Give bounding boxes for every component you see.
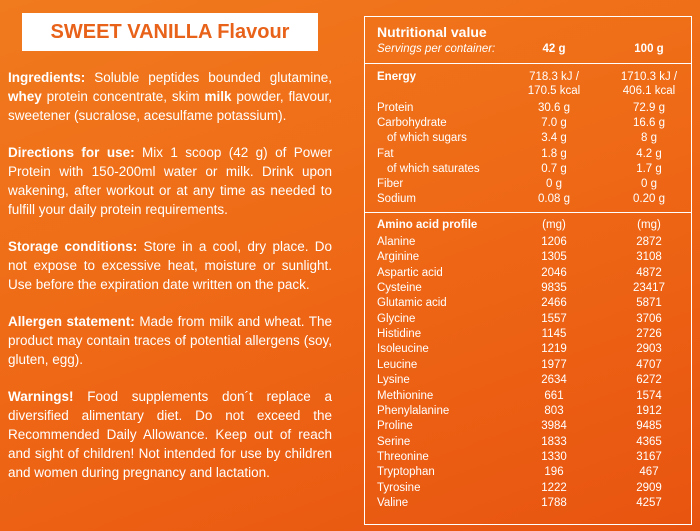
row-value-100g: 3706 bbox=[636, 312, 662, 325]
row-value-serving: 1305 bbox=[541, 251, 567, 264]
row-value-100g: 2903 bbox=[636, 343, 662, 356]
row-label: Proline bbox=[377, 420, 413, 433]
ingredients-text-2: protein concentrate, skim bbox=[41, 89, 205, 104]
row-value-serving: 0.7 g bbox=[541, 162, 567, 175]
row-label: Lysine bbox=[377, 374, 410, 387]
table-row bbox=[365, 419, 691, 434]
row-value-100g: 4257 bbox=[636, 496, 662, 509]
table-row bbox=[365, 177, 691, 192]
row-value-serving: 1833 bbox=[541, 435, 567, 448]
table-row bbox=[365, 266, 691, 281]
row-value-100g: 2872 bbox=[636, 236, 662, 248]
row-label: Fiber bbox=[377, 178, 404, 190]
table-row bbox=[365, 496, 691, 511]
table-row bbox=[365, 162, 691, 177]
row-label: Methionine bbox=[377, 389, 434, 402]
warnings-text: Food supplements don´t replace a diversified alimentary diet. Do not exceed the Recommended Daily Allowance. Keep out of reach and sight of children! Not intended for use by children and women during pregnancy and lactation. bbox=[8, 389, 332, 480]
table-row bbox=[365, 450, 691, 465]
column-header-serving: 42 g bbox=[542, 43, 566, 55]
row-value-serving: 3984 bbox=[541, 420, 567, 433]
table-row bbox=[365, 296, 691, 311]
ingredients-bold-whey: whey bbox=[8, 89, 42, 104]
row-value-serving: 1219 bbox=[541, 343, 567, 356]
row-value-serving: 30.6 g bbox=[538, 102, 570, 114]
servings-label: Servings per container: bbox=[377, 43, 496, 55]
product-description bbox=[8, 68, 332, 500]
row-label: of which saturates bbox=[387, 162, 480, 175]
row-label: Valine bbox=[377, 496, 409, 509]
table-row bbox=[365, 147, 691, 162]
row-label: Histidine bbox=[377, 328, 422, 341]
row-label: Arginine bbox=[377, 251, 420, 264]
energy-kj-serving: 718.3 kJ / bbox=[529, 71, 579, 83]
nutrition-title: Nutritional value bbox=[377, 24, 487, 40]
divider bbox=[365, 63, 691, 64]
row-value-100g: 5871 bbox=[636, 297, 662, 310]
row-value-100g: 2726 bbox=[636, 328, 662, 341]
storage-section bbox=[8, 237, 332, 294]
row-value-100g: 467 bbox=[639, 466, 659, 479]
amino-unit-100g: (mg) bbox=[637, 219, 661, 231]
table-row bbox=[365, 192, 691, 207]
allergen-text: Made from milk and wheat. The product may contain traces of potential allergens (soy, gluten, egg). bbox=[8, 314, 332, 367]
row-value-100g: 6272 bbox=[636, 374, 662, 387]
row-value-serving: 1330 bbox=[541, 450, 567, 463]
row-value-serving: 2634 bbox=[541, 374, 567, 387]
row-value-100g: 3108 bbox=[636, 251, 662, 264]
row-label: Carbohydrate bbox=[377, 117, 447, 130]
nutrition-table bbox=[364, 16, 692, 525]
table-row bbox=[365, 250, 691, 265]
row-label: Fat bbox=[377, 147, 394, 160]
ingredients-text-1: Soluble peptides bounded glutamine, bbox=[85, 70, 332, 85]
energy-kcal-100g: 406.1 kcal bbox=[622, 85, 676, 97]
row-value-100g: 2909 bbox=[636, 481, 662, 494]
row-value-100g: 16.6 g bbox=[633, 117, 665, 130]
row-label: Glycine bbox=[377, 312, 416, 325]
row-value-100g: 9485 bbox=[636, 420, 662, 433]
row-label: Sodium bbox=[377, 193, 416, 206]
table-row bbox=[365, 481, 691, 496]
energy-kcal-row bbox=[365, 84, 691, 99]
row-value-serving: 7.0 g bbox=[541, 117, 567, 130]
row-value-100g: 0.20 g bbox=[633, 193, 665, 206]
ingredients-bold-milk: milk bbox=[204, 89, 232, 104]
row-label: Protein bbox=[377, 102, 414, 114]
row-value-serving: 196 bbox=[544, 466, 564, 479]
allergen-section bbox=[8, 312, 332, 369]
row-value-100g: 0 g bbox=[641, 178, 657, 190]
row-value-serving: 1977 bbox=[541, 358, 567, 371]
table-row bbox=[365, 373, 691, 388]
row-value-100g: 23417 bbox=[633, 282, 665, 295]
row-value-serving: 2046 bbox=[541, 266, 567, 279]
row-value-serving: 803 bbox=[544, 404, 564, 417]
table-row bbox=[365, 101, 691, 116]
amino-profile-label: Amino acid profile bbox=[377, 219, 478, 231]
directions-section bbox=[8, 143, 332, 219]
table-row bbox=[365, 281, 691, 296]
directions-text: Mix 1 scoop (42 g) of Power Protein with 150-200ml water or milk. Drink upon wakening, after workout or at any time as needed to fulfill your daily protein requirements. bbox=[8, 145, 332, 217]
row-value-100g: 72.9 g bbox=[633, 102, 665, 114]
row-value-serving: 1206 bbox=[541, 236, 567, 248]
row-value-100g: 1.7 g bbox=[636, 162, 662, 175]
storage-text: Store in a cool, dry place. Do not expose to excessive heat, moisture or sunlight. Use before the expiration date written on the pack. bbox=[8, 239, 332, 292]
table-row bbox=[365, 404, 691, 419]
row-value-serving: 1145 bbox=[541, 328, 567, 341]
storage-label: Storage conditions: bbox=[8, 239, 138, 254]
amino-header-row bbox=[365, 218, 691, 233]
row-label: Aspartic acid bbox=[377, 266, 443, 279]
row-value-serving: 1222 bbox=[541, 481, 567, 494]
column-header-100g: 100 g bbox=[634, 43, 664, 55]
row-label: Cysteine bbox=[377, 282, 422, 295]
row-label: Isoleucine bbox=[377, 343, 429, 356]
row-label: Leucine bbox=[377, 358, 418, 371]
row-value-serving: 661 bbox=[544, 389, 564, 402]
row-value-serving: 1788 bbox=[541, 496, 567, 509]
ingredients-section bbox=[8, 68, 332, 125]
allergen-label: Allergen statement: bbox=[8, 314, 135, 329]
table-row bbox=[365, 358, 691, 373]
table-row bbox=[365, 465, 691, 480]
row-value-100g: 4707 bbox=[636, 358, 662, 371]
row-label: Threonine bbox=[377, 450, 429, 463]
table-row bbox=[365, 116, 691, 131]
row-value-100g: 1912 bbox=[636, 404, 662, 417]
row-value-100g: 8 g bbox=[641, 132, 657, 145]
row-value-serving: 3.4 g bbox=[541, 132, 567, 145]
row-value-serving: 9835 bbox=[541, 282, 567, 295]
row-label: Phenylalanine bbox=[377, 404, 450, 417]
row-value-100g: 4.2 g bbox=[636, 147, 662, 160]
table-row bbox=[365, 342, 691, 357]
energy-row bbox=[365, 70, 691, 85]
directions-label: Directions for use: bbox=[8, 145, 135, 160]
product-title: SWEET VANILLA Flavour bbox=[22, 13, 318, 51]
servings-row bbox=[365, 42, 691, 57]
table-row bbox=[365, 327, 691, 342]
amino-unit-serving: (mg) bbox=[542, 219, 566, 231]
row-value-serving: 1.8 g bbox=[541, 147, 567, 160]
table-row bbox=[365, 435, 691, 450]
row-value-serving: 0.08 g bbox=[538, 193, 570, 206]
row-label: of which sugars bbox=[387, 132, 467, 145]
row-value-100g: 4872 bbox=[636, 266, 662, 279]
row-label: Glutamic acid bbox=[377, 297, 447, 310]
ingredients-label: Ingredients: bbox=[8, 70, 86, 85]
warnings-section bbox=[8, 387, 332, 482]
row-value-100g: 3167 bbox=[636, 450, 662, 463]
warnings-label: Warnings! bbox=[8, 389, 74, 404]
row-value-serving: 1557 bbox=[541, 312, 567, 325]
row-value-100g: 4365 bbox=[636, 435, 662, 448]
table-row bbox=[365, 389, 691, 404]
row-label: Serine bbox=[377, 435, 411, 448]
row-label: Tryptophan bbox=[377, 466, 435, 479]
row-value-100g: 1574 bbox=[636, 389, 662, 402]
energy-label: Energy bbox=[377, 71, 416, 83]
row-value-serving: 2466 bbox=[541, 297, 567, 310]
row-value-serving: 0 g bbox=[546, 178, 562, 190]
energy-kcal-serving: 170.5 kcal bbox=[527, 85, 581, 97]
row-label: Tyrosine bbox=[377, 481, 421, 494]
ingredients-text-3: powder, flavour, sweetener (sucralose, acesulfame potassium). bbox=[8, 89, 333, 123]
divider bbox=[365, 212, 691, 213]
energy-kj-100g: 1710.3 kJ / bbox=[620, 71, 678, 83]
row-label: Alanine bbox=[377, 236, 416, 248]
table-row bbox=[365, 131, 691, 146]
table-row bbox=[365, 235, 691, 250]
table-row bbox=[365, 312, 691, 327]
